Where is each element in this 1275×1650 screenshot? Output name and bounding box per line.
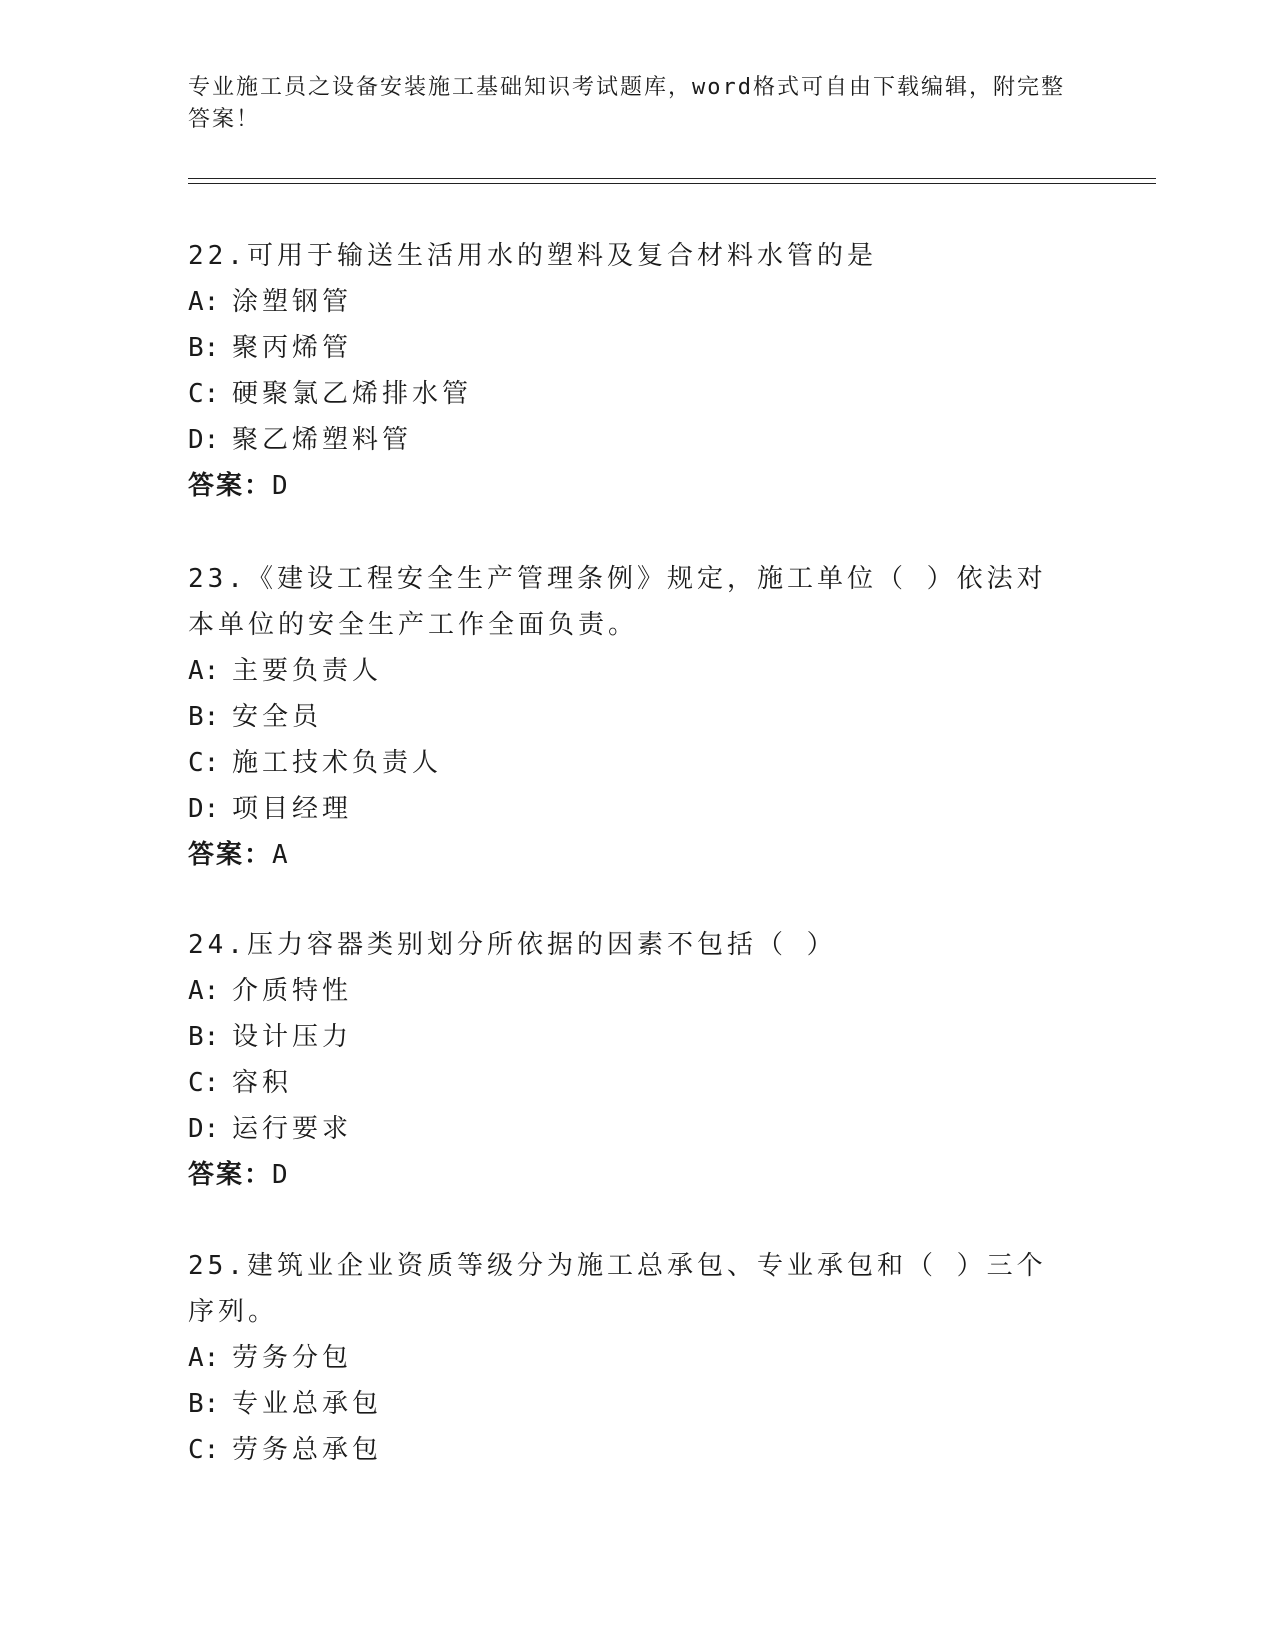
header-divider-bottom: [188, 183, 1156, 184]
option-text: 容积: [232, 1068, 293, 1098]
question-stem: 22.可用于输送生活用水的塑料及复合材料水管的是: [188, 241, 877, 271]
option-label: C:: [188, 1068, 220, 1098]
answer-value: A: [272, 840, 290, 870]
header-divider-top: [188, 178, 1156, 179]
question-stem: 23.《建设工程安全生产管理条例》规定，施工单位（ ）依法对本单位的安全生产工作全面负责。: [188, 564, 1047, 640]
option-text: 硬聚氯乙烯排水管: [232, 379, 473, 409]
document-header: 专业施工员之设备安装施工基础知识考试题库，word格式可自由下载编辑，附完整答案！: [188, 75, 1065, 132]
option-label: D:: [188, 794, 220, 824]
option-text: 聚乙烯塑料管: [232, 425, 413, 455]
option-label: A:: [188, 976, 220, 1006]
option-label: C:: [188, 1435, 220, 1465]
option-label: A:: [188, 1343, 220, 1373]
option-label: B:: [188, 702, 220, 732]
question-23: [188, 556, 1068, 878]
option-label: B:: [188, 1389, 220, 1419]
option-label: B:: [188, 333, 220, 363]
answer-value: D: [272, 471, 290, 501]
question-24: [188, 922, 1068, 1198]
answer-line: [188, 832, 1068, 878]
option-b: [188, 694, 1068, 740]
option-a: [188, 279, 1068, 325]
option-b: [188, 325, 1068, 371]
question-stem: 25.建筑业企业资质等级分为施工总承包、专业承包和（ ）三个序列。: [188, 1251, 1047, 1327]
option-c: [188, 740, 1068, 786]
option-c: [188, 1427, 1068, 1473]
option-text: 施工技术负责人: [232, 748, 443, 778]
question-22: [188, 233, 1068, 509]
option-text: 设计压力: [232, 1022, 353, 1052]
answer-label: 答案：: [188, 1160, 273, 1190]
answer-label: 答案：: [188, 471, 273, 501]
question-25: [188, 1243, 1068, 1473]
option-text: 项目经理: [232, 794, 353, 824]
option-c: [188, 1060, 1068, 1106]
option-d: [188, 1106, 1068, 1152]
option-a: [188, 968, 1068, 1014]
answer-label: 答案：: [188, 840, 273, 870]
option-a: [188, 1335, 1068, 1381]
option-text: 介质特性: [232, 976, 353, 1006]
option-text: 专业总承包: [232, 1389, 383, 1419]
option-b: [188, 1381, 1068, 1427]
question-stem: 24.压力容器类别划分所依据的因素不包括（ ）: [188, 930, 837, 960]
option-text: 聚丙烯管: [232, 333, 353, 363]
option-label: D:: [188, 425, 220, 455]
option-a: [188, 648, 1068, 694]
option-text: 运行要求: [232, 1114, 353, 1144]
answer-line: [188, 1152, 1068, 1198]
option-label: B:: [188, 1022, 220, 1052]
option-text: 劳务分包: [232, 1343, 353, 1373]
option-text: 涂塑钢管: [232, 287, 353, 317]
option-b: [188, 1014, 1068, 1060]
option-d: [188, 417, 1068, 463]
option-text: 劳务总承包: [232, 1435, 383, 1465]
answer-value: D: [272, 1160, 290, 1190]
option-d: [188, 786, 1068, 832]
option-label: A:: [188, 287, 220, 317]
option-c: [188, 371, 1068, 417]
option-text: 安全员: [232, 702, 323, 732]
option-text: 主要负责人: [232, 656, 383, 686]
option-label: A:: [188, 656, 220, 686]
option-label: D:: [188, 1114, 220, 1144]
option-label: C:: [188, 748, 220, 778]
option-label: C:: [188, 379, 220, 409]
answer-line: [188, 463, 1068, 509]
